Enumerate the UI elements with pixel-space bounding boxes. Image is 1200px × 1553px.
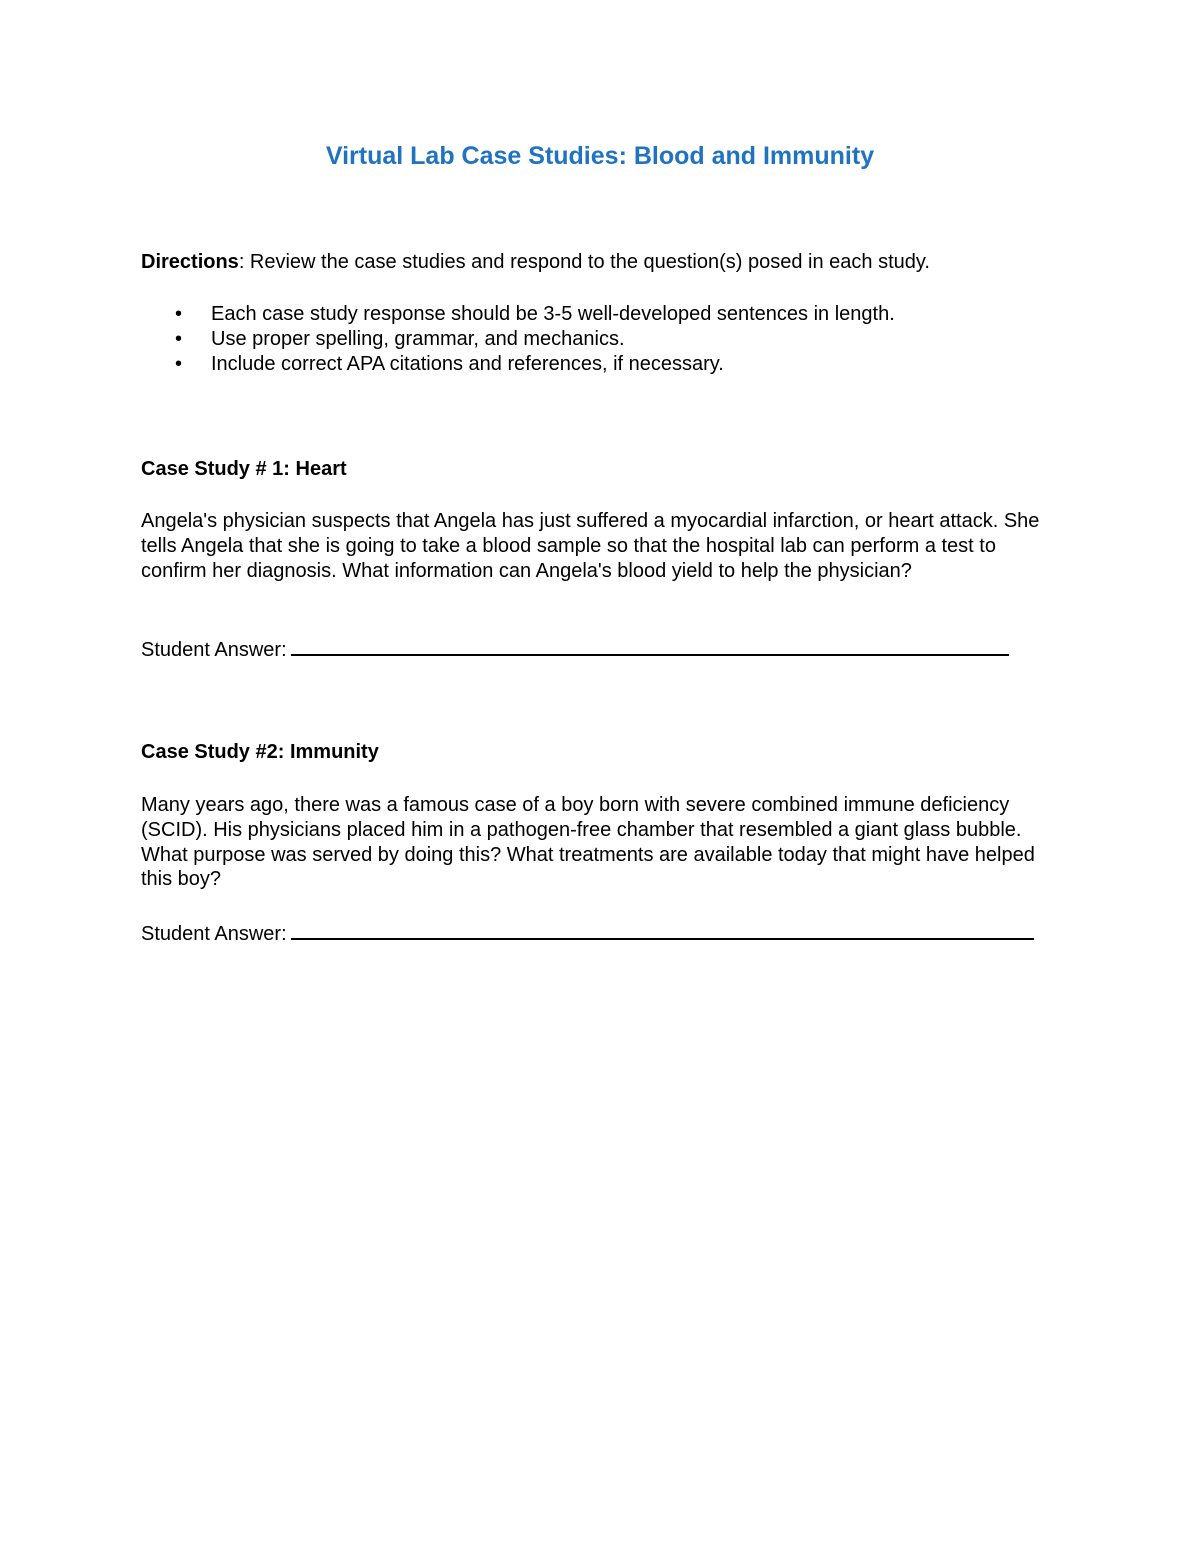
- directions-label: Directions: [141, 251, 239, 273]
- case-study-1-text: Angela's physician suspects that Angela has just suffered a myocardial infarction, or heart attack. She tells Angela that she is going to take a blood sample so that the hospital lab can perform a test to confirm her diagnosis. What information can Angela's blood yield to help the physician?: [141, 510, 1040, 582]
- list-item-text: Include correct APA citations and references, if necessary.: [211, 353, 724, 375]
- list-item-text: Use proper spelling, grammar, and mechanics.: [211, 328, 625, 350]
- case-study-2-heading: Case Study #2: Immunity: [141, 741, 379, 763]
- case-study-2-answer: [141, 920, 1081, 946]
- case-study-1-answer: [141, 636, 1081, 662]
- answer-label: Student Answer:: [141, 923, 287, 945]
- bullet-icon: •: [175, 328, 183, 350]
- page-title: Virtual Lab Case Studies: Blood and Immunity: [325, 142, 875, 170]
- list-item: [141, 327, 1101, 352]
- list-item: [141, 302, 1101, 327]
- bullet-icon: •: [175, 353, 183, 375]
- bullet-icon: •: [175, 303, 183, 325]
- directions-text: : Review the case studies and respond to the question(s) posed in each study.: [238, 251, 930, 273]
- directions-paragraph: [141, 250, 1101, 275]
- answer-blank-line[interactable]: [291, 920, 1034, 940]
- directions-list: [141, 302, 1101, 377]
- answer-blank-line[interactable]: [291, 636, 1009, 656]
- list-item-text: Each case study response should be 3-5 well-developed sentences in length.: [211, 303, 895, 325]
- answer-label: Student Answer:: [141, 639, 287, 661]
- case-study-2-text: Many years ago, there was a famous case of a boy born with severe combined immune deficiency (SCID). His physicians placed him in a pathogen-free chamber that resembled a giant glass bubble. What purpose was served by doing this? What treatments are available today that might have helped this boy?: [141, 794, 1035, 891]
- case-study-1-heading: Case Study # 1: Heart: [141, 458, 347, 480]
- list-item: [141, 352, 1101, 377]
